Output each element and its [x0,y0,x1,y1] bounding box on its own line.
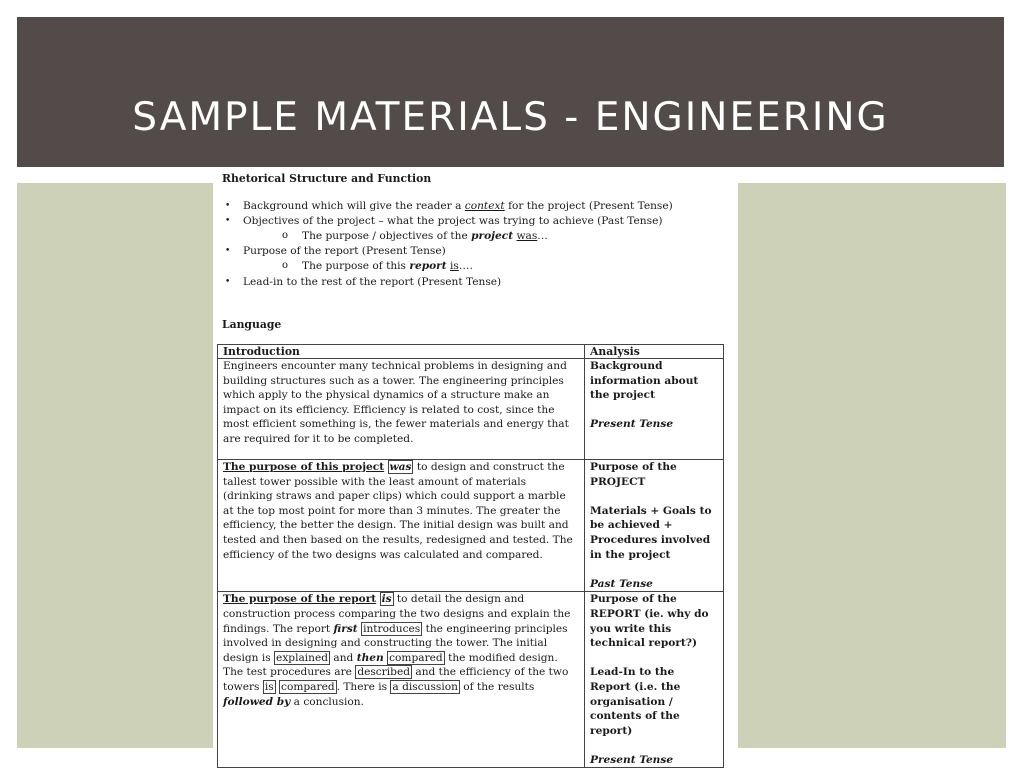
bullet-icon: • [225,246,231,256]
bullet-icon: • [225,201,231,211]
list-item: • Objectives of the project – what the project was trying to achieve (Past Tense) [225,215,663,227]
analysis-cell: Purpose of the REPORT (ie. why do you write this technical report?) Lead-In to the Report (i.e. the organisation / contents of the report) Present Tense [585,592,724,768]
introduction-cell: Engineers encounter many technical problems in designing and building structures such as a tower. The engineering principles which apply to the physical dynamics of a structure make an impact on its efficiency. Efficiency is related to cost, since the most efficient something is, the fewer materials and energy that are required for it to be completed. [218,359,585,460]
left-panel [17,183,213,748]
analysis-cell: Background information about the project Present Tense [585,359,724,460]
table-row [218,359,724,460]
list-item: o The purpose / objectives of the project was… [282,230,548,242]
table-row [218,460,724,592]
language-heading: Language [222,318,282,331]
introduction-cell: The purpose of this project was to design and construct the tallest tower possible with the least amount of materials (drinking straws and paper clips) which could support a marble at the top most point for more than 3 minutes. The greater the efficiency, the better the design. The initial design was built and tested and then based on the results, redesigned and tested. The efficiency of the two designs was calculated and compared. [218,460,585,592]
list-item: • Purpose of the report (Present Tense) [225,245,446,257]
slide-title: SAMPLE MATERIALS - ENGINEERING [132,95,889,140]
table-row [218,592,724,768]
title-band [17,17,1004,167]
column-header-analysis: Analysis [585,345,724,359]
section-heading: Rhetorical Structure and Function [222,172,432,185]
list-item: • Background which will give the reader a context for the project (Present Tense) [225,200,673,212]
list-item: • Lead-in to the rest of the report (Present Tense) [225,276,502,288]
document-excerpt [213,168,738,766]
analysis-cell: Purpose of the PROJECT Materials + Goals to be achieved + Procedures involved in the project Past Tense [585,460,724,592]
bullet-icon: • [225,216,231,226]
bullet-icon: • [225,277,231,287]
sub-bullet-icon: o [282,260,289,271]
column-header-introduction: Introduction [218,345,585,359]
introduction-cell: The purpose of the report is to detail the design and construction process comparing the two designs and explain the findings. The report first introduces the engineering principles involved in designing and constructing the tower. The initial design is explained and then compared the modified design. The test procedures are described and the efficiency of the two towers is compared . There is a discussion of the results followed by a conclusion. [218,592,585,768]
language-table [217,344,724,768]
bullet-list [222,199,732,290]
list-item: o The purpose of this report is…. [282,260,473,272]
table-header-row [218,345,724,359]
sub-bullet-icon: o [282,230,289,241]
right-panel [738,183,1006,748]
